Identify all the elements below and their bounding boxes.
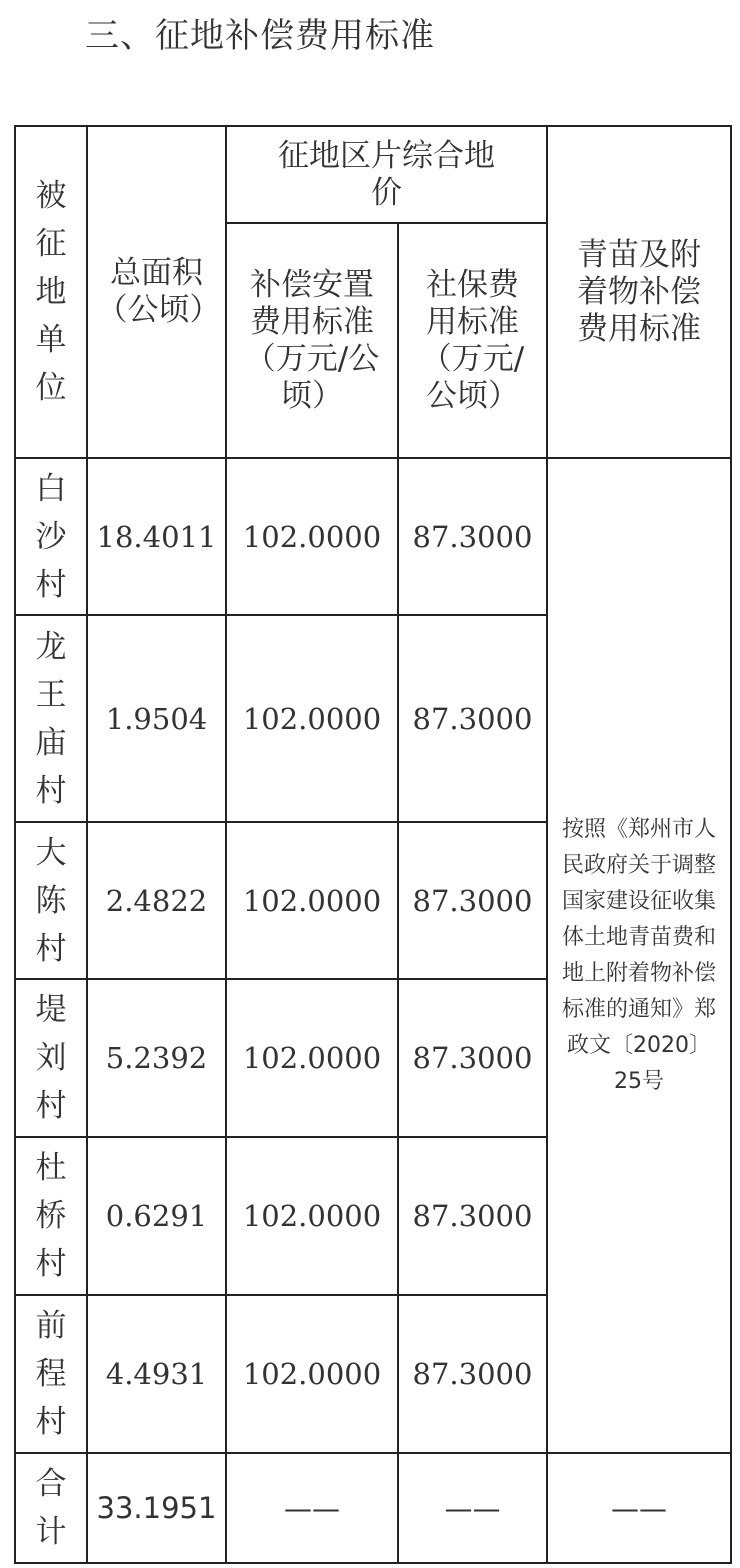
header-land-price-group: 征地区片综合地价: [226, 126, 547, 223]
area-value: 18.4011: [87, 458, 226, 615]
total-social-security: ——: [398, 1453, 547, 1563]
crop-compensation-note: 按照《郑州市人民政府关于调整国家建设征收集体土地青苗费和地上附着物补偿标准的通知》郑政文〔2020〕25号: [547, 458, 731, 1453]
village-name: 堤刘村: [15, 979, 87, 1137]
header-area: 总面积（公顷）: [87, 126, 226, 458]
village-name: 前程村: [15, 1295, 87, 1453]
social-security-value: 87.3000: [398, 979, 547, 1137]
header-crop-compensation: 青苗及附着物补偿费用标准: [547, 126, 731, 458]
compensation-value: 102.0000: [226, 458, 398, 615]
header-social-security-standard: 社保费用标准（万元/公顷）: [398, 223, 547, 458]
social-security-value: 87.3000: [398, 1295, 547, 1453]
village-name: 杜桥村: [15, 1137, 87, 1295]
total-crop: ——: [547, 1453, 731, 1563]
total-row: [15, 1453, 731, 1563]
area-value: 0.6291: [87, 1137, 226, 1295]
compensation-value: 102.0000: [226, 615, 398, 822]
area-value: 4.4931: [87, 1295, 226, 1453]
area-value: 2.4822: [87, 822, 226, 979]
header-unit: 被征地单位: [15, 126, 87, 458]
table-row: [15, 458, 731, 615]
compensation-value: 102.0000: [226, 979, 398, 1137]
header-compensation-standard: 补偿安置费用标准（万元/公顷）: [226, 223, 398, 458]
village-name: 龙王庙村: [15, 615, 87, 822]
total-compensation: ——: [226, 1453, 398, 1563]
compensation-value: 102.0000: [226, 1137, 398, 1295]
social-security-value: 87.3000: [398, 1137, 547, 1295]
social-security-value: 87.3000: [398, 822, 547, 979]
compensation-table: [14, 125, 732, 1564]
village-name: 大陈村: [15, 822, 87, 979]
compensation-value: 102.0000: [226, 822, 398, 979]
area-value: 1.9504: [87, 615, 226, 822]
social-security-value: 87.3000: [398, 458, 547, 615]
compensation-value: 102.0000: [226, 1295, 398, 1453]
area-value: 5.2392: [87, 979, 226, 1137]
village-name: 白沙村: [15, 458, 87, 615]
total-area: 33.1951: [87, 1453, 226, 1563]
section-title: 三、征地补偿费用标准: [85, 16, 435, 56]
social-security-value: 87.3000: [398, 615, 547, 822]
total-label: 合计: [15, 1453, 87, 1563]
